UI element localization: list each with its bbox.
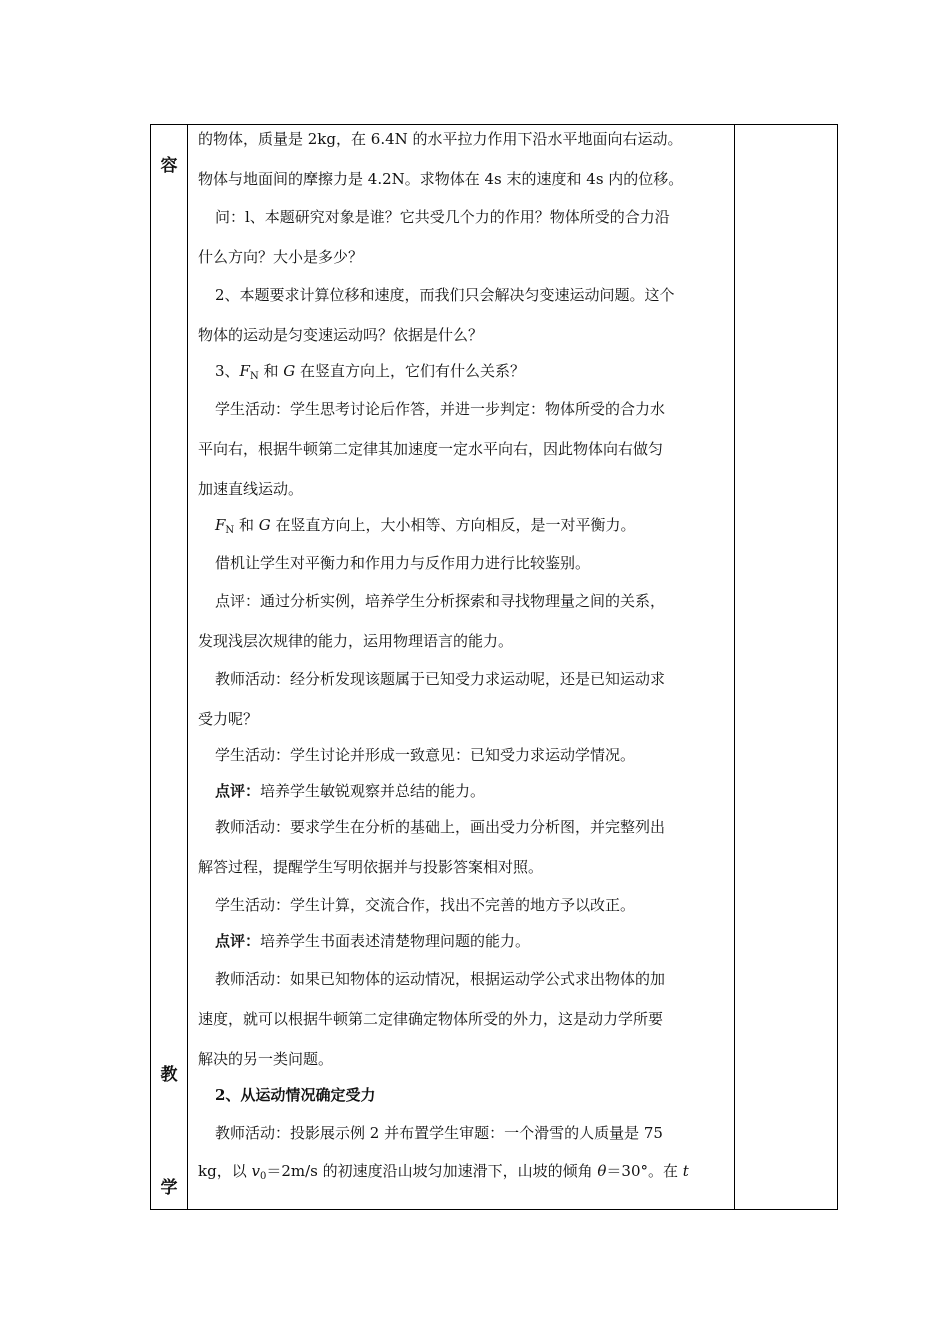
text-line: 教师活动：经分析发现该题属于已知受力求运动呢，还是已知运动求 [215, 670, 666, 688]
text-line: 借机让学生对平衡力和作用力与反作用力进行比较鉴别。 [215, 554, 591, 572]
text-line: 物体的运动是匀变速运动吗？依据是什么？ [198, 326, 484, 344]
text-line: 速度，就可以根据牛顿第二定律确定物体所受的外力，这是动力学所要 [198, 1010, 664, 1028]
text-line: 解决的另一类问题。 [198, 1050, 334, 1068]
text-line: 解答过程，提醒学生写明依据并与投影答案相对照。 [198, 858, 544, 876]
side-label-xue: 学 [160, 1178, 178, 1198]
text-line: 发现浅层次规律的能力，运用物理语言的能力。 [198, 632, 514, 650]
text-line: 学生活动：学生讨论并形成一致意见：已知受力求运动学情况。 [215, 746, 636, 764]
text-line: 教师活动：投影展示例 2 并布置学生审题：一个滑雪的人质量是 75 [215, 1124, 663, 1142]
side-label-rong: 容 [160, 156, 178, 176]
text-line: 学生活动：学生思考讨论后作答，并进一步判定：物体所受的合力水 [215, 400, 666, 418]
text-line: 物体与地面间的摩擦力是 4.2N。求物体在 4s 末的速度和 4s 内的位移。 [198, 170, 684, 188]
text-line: 2、本题要求计算位移和速度，而我们只会解决匀变速运动问题。这个 [215, 286, 675, 304]
text-line: 平向右，根据牛顿第二定律其加速度一定水平向右，因此物体向右做匀 [198, 440, 664, 458]
text-line: 问：l、本题研究对象是谁？它共受几个力的作用？物体所受的合力沿 [215, 208, 670, 226]
text-line: 点评：通过分析实例，培养学生分析探索和寻找物理量之间的关系， [215, 592, 666, 610]
text-line: 教师活动：如果已知物体的运动情况，根据运动学公式求出物体的加 [215, 970, 666, 988]
side-label-jiao: 教 [160, 1065, 178, 1085]
text-line: 3、$F_N$ 和 G 在竖直方向上，它们有什么关系？ [215, 362, 526, 382]
text-line: 受力呢？ [198, 710, 259, 728]
text-line: 教师活动：要求学生在分析的基础上，画出受力分析图，并完整列出 [215, 818, 666, 836]
text-line: 学生活动：学生计算，交流合作，找出不完善的地方予以改正。 [215, 896, 636, 914]
text-line: 加速直线运动。 [198, 480, 304, 498]
text-line: 什么方向？大小是多少？ [198, 248, 364, 266]
text-line: $F_N$ 和 G 在竖直方向上，大小相等、方向相反，是一对平衡力。 [215, 516, 636, 536]
section-heading: 2、从运动情况确定受力 [215, 1086, 376, 1104]
column-divider-left [187, 125, 188, 1209]
text-line: 点评：培养学生敏锐观察并总结的能力。 [215, 782, 486, 800]
lesson-table [150, 124, 838, 1210]
text-line: 的物体，质量是 2kg，在 6.4N 的水平拉力作用下沿水平地面向右运动。 [198, 130, 683, 148]
text-line: 点评：培养学生书面表述清楚物理问题的能力。 [215, 932, 531, 950]
text-line: kg，以 $v_0=2m/s$ 的初速度沿山坡匀加速滑下，山坡的倾角 θ＝30°。在 t [198, 1162, 689, 1182]
